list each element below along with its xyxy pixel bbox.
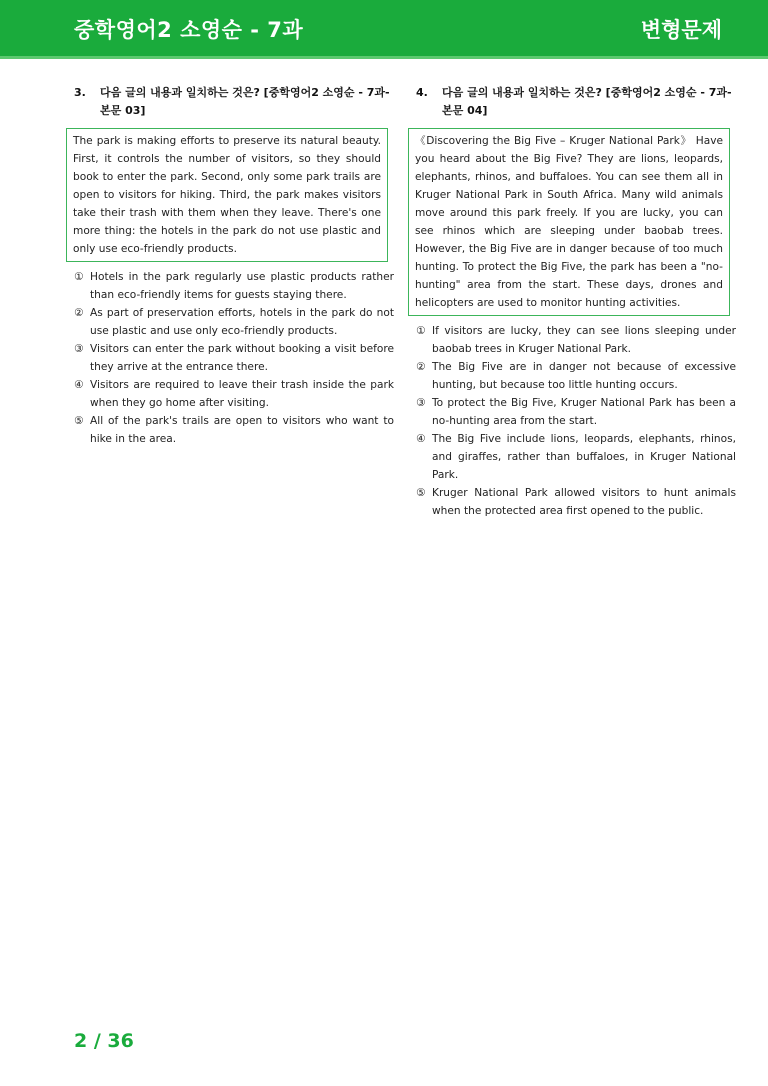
option-text: The Big Five include lions, leopards, elephants, rhinos, and giraffes, rather than buffaloes, in Kruger National Park. — [432, 433, 736, 481]
option-1[interactable] — [416, 322, 736, 358]
option-text: Visitors can enter the park without booking a visit before they arrive at the entrance there. — [90, 343, 394, 373]
option-text: As part of preservation efforts, hotels in the park do not use plastic and use only eco-friendly products. — [90, 307, 394, 337]
option-text: Kruger National Park allowed visitors to hunt animals when the protected area first opened to the public. — [432, 487, 736, 517]
header-title: 중학영어2 소영순 - 7과 — [74, 18, 304, 42]
option-1[interactable] — [74, 268, 394, 304]
question-prompt — [74, 84, 394, 120]
option-5[interactable] — [416, 484, 736, 520]
option-text: All of the park's trails are open to visitors who want to hike in the area. — [90, 415, 394, 445]
option-2[interactable] — [416, 358, 736, 394]
option-text: If visitors are lucky, they can see lions sleeping under baobab trees in Kruger National Park. — [432, 325, 736, 355]
question-text: 다음 글의 내용과 일치하는 것은? [중학영어2 소영순 - 7과-본문 04] — [442, 86, 732, 117]
option-marker: ④ — [416, 433, 426, 445]
option-marker: ⑤ — [74, 415, 84, 427]
option-text: The Big Five are in danger not because of excessive hunting, but because too little hunting occurs. — [432, 361, 736, 391]
option-5[interactable] — [74, 412, 394, 448]
option-marker: ⑤ — [416, 487, 426, 499]
passage-box: 《Discovering the Big Five – Kruger National Park》 Have you heard about the Big Five? They are lions, leopards, elephants, rhinos, and buffaloes. You can see them all in Kruger National Park in South Africa. Many wild animals move around this park freely. If you are lucky, you can see rhinos which are sleeping under baobab trees. However, the Big Five are in danger because of too much hunting. To protect the Big Five, the park has been a "no-hunting" area from the start. These days, drones and helicopters are used to monitor hunting activities. — [408, 128, 730, 316]
answer-options — [74, 268, 394, 448]
header-type-label: 변형문제 — [640, 18, 722, 42]
question-4 — [416, 84, 736, 520]
option-marker: ② — [74, 307, 84, 319]
question-prompt — [416, 84, 736, 120]
question-3 — [74, 84, 394, 448]
option-4[interactable] — [416, 430, 736, 484]
passage-box: The park is making efforts to preserve its natural beauty. First, it controls the number of visitors, so they should book to enter the park. Second, only some park trails are open to visitors for hiking. Third, the park makes visitors take their trash with them when they leave. There's one more thing: the hotels in the park do not use plastic and only use eco-friendly products. — [66, 128, 388, 262]
option-4[interactable] — [74, 376, 394, 412]
option-marker: ② — [416, 361, 426, 373]
option-2[interactable] — [74, 304, 394, 340]
option-text: To protect the Big Five, Kruger National Park has been a no-hunting area from the start. — [432, 397, 736, 427]
option-text: Hotels in the park regularly use plastic products rather than eco-friendly items for guests staying there. — [90, 271, 394, 301]
question-number: 4. — [416, 86, 428, 99]
page-header — [0, 0, 768, 59]
option-marker: ① — [74, 271, 84, 283]
answer-options — [416, 322, 736, 520]
option-marker: ① — [416, 325, 426, 337]
option-text: Visitors are required to leave their trash inside the park when they go home after visiting. — [90, 379, 394, 409]
question-text: 다음 글의 내용과 일치하는 것은? [중학영어2 소영순 - 7과-본문 03] — [100, 86, 390, 117]
option-marker: ③ — [74, 343, 84, 355]
option-3[interactable] — [74, 340, 394, 376]
option-marker: ④ — [74, 379, 84, 391]
option-3[interactable] — [416, 394, 736, 430]
page-number: 2 / 36 — [74, 1030, 134, 1052]
question-number: 3. — [74, 86, 86, 99]
option-marker: ③ — [416, 397, 426, 409]
